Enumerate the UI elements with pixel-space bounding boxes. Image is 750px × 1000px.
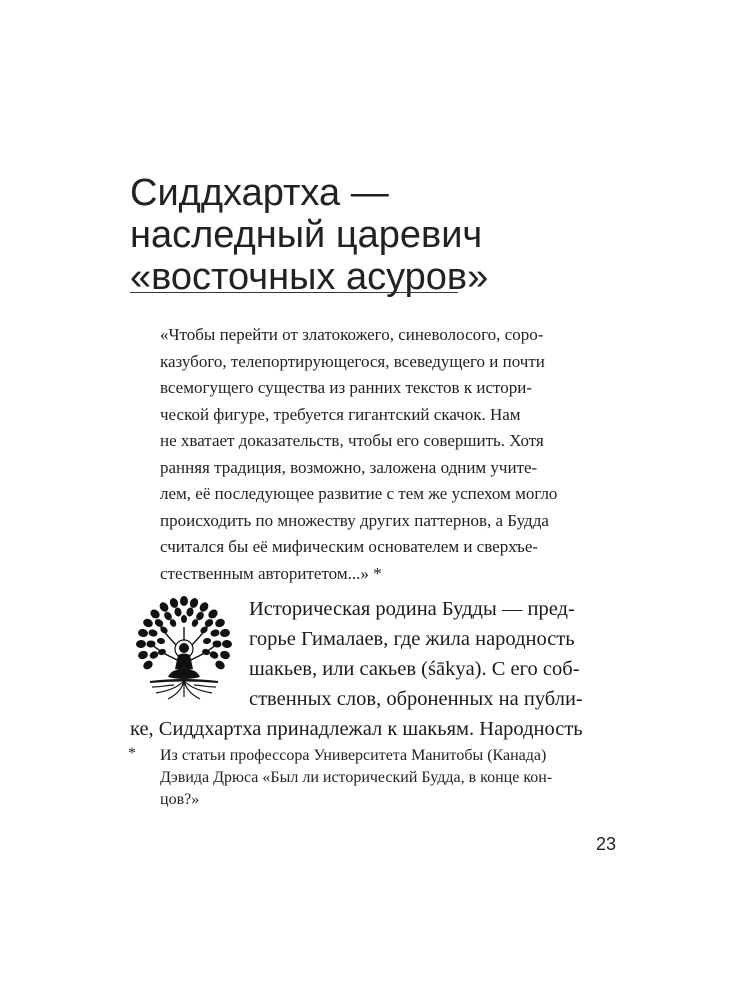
epigraph-line: казубого, телепортирующегося, всеведущего и почти xyxy=(160,351,545,371)
body-line: ственных слов, оброненных на публи- xyxy=(249,688,583,710)
body-line: ке, Сиддхартха принадлежал к шакьям. Народность xyxy=(130,718,583,740)
body-line: шакьев, или сакьев (śākya). С его соб- xyxy=(249,658,580,680)
epigraph-line: происходить по множеству других паттернов, а Будда xyxy=(160,510,549,530)
chapter-title-line: наследный царевич xyxy=(130,214,483,256)
footnote-line: цов?» xyxy=(160,791,200,808)
epigraph-line: не хватает доказательств, чтобы его совершить. Хотя xyxy=(160,431,544,450)
chapter-title-line: Сиддхартха — xyxy=(130,172,389,214)
epigraph-line: стественным авторитетом...» * xyxy=(160,563,382,583)
footnote-text xyxy=(160,745,620,811)
body-paragraph xyxy=(130,594,620,744)
page-number: 23 xyxy=(596,834,617,854)
title-underline-divider xyxy=(130,292,458,293)
epigraph-line: ческой фигуре, требуется гигантский скачок. Нам xyxy=(160,404,521,424)
epigraph-quote xyxy=(160,322,620,587)
footnote-line: Из статьи профессора Университета Манитобы (Канада) xyxy=(160,747,547,764)
epigraph-line: ранняя традиция, возможно, заложена одним учите- xyxy=(160,457,538,477)
footnote-mark: * xyxy=(128,745,136,762)
body-line: горье Гималаев, где жила народность xyxy=(249,628,575,650)
epigraph-line: «Чтобы перейти от златокожего, синеволосого, соро- xyxy=(160,325,544,344)
epigraph-line: всемогущего существа из ранних текстов к истори- xyxy=(160,378,532,397)
epigraph-line: лем, её последующее развитие с тем же успехом могло xyxy=(160,484,558,503)
epigraph-line: считался бы её мифическим основателем и сверхъе- xyxy=(160,537,539,556)
chapter-title xyxy=(130,172,570,298)
footnote-line: Дэвида Дрюса «Был ли исторический Будда, в конце кон- xyxy=(160,769,553,786)
body-line: Историческая родина Будды — пред- xyxy=(249,598,575,620)
chapter-title-line: «восточных асуров» xyxy=(130,256,489,298)
